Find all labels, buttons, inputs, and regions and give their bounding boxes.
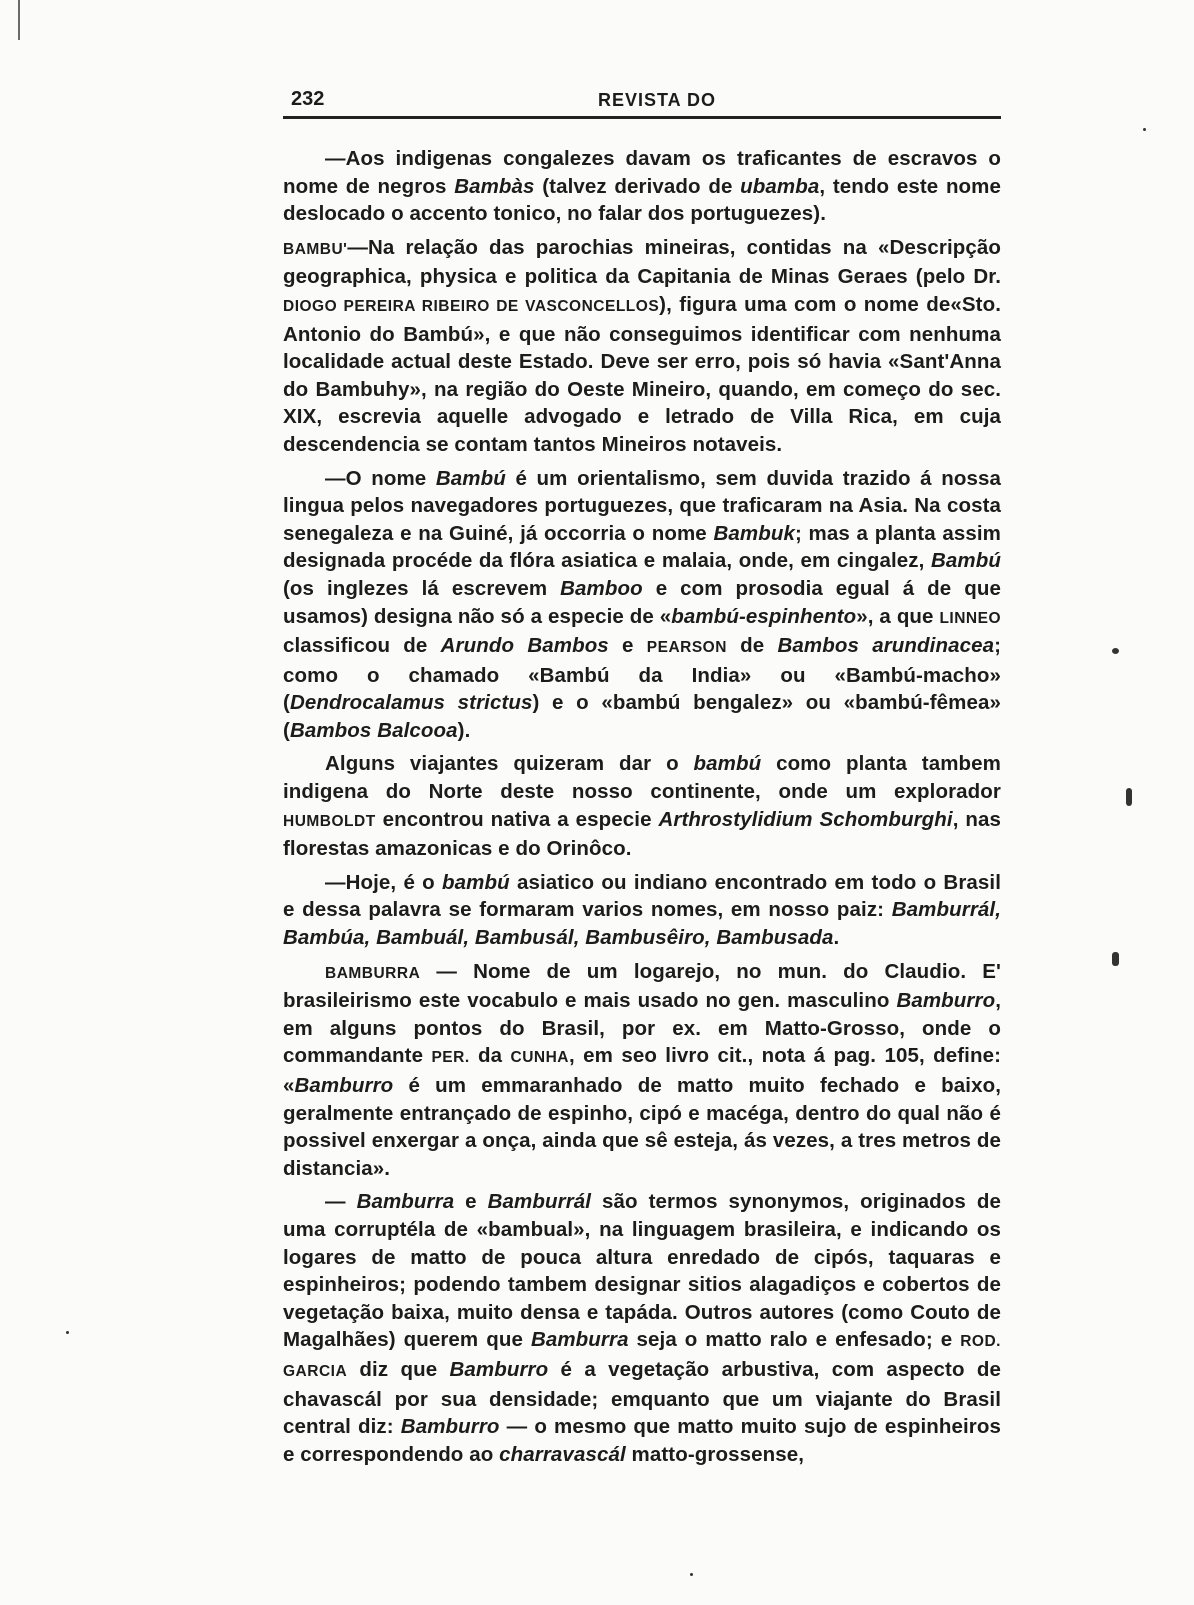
text-run: (os inglezes lá escrevem [283, 576, 561, 600]
italic-term: Arthrostylidium Schomburghi [658, 807, 953, 831]
text-run: e com prosodia egual á de que usamos) designa não só a especie de « [283, 576, 1001, 628]
text-run: —Hoje, é o [325, 870, 443, 894]
small-caps-name: BAMBU' [283, 240, 348, 258]
paragraph-bamburra-synonyms [283, 1188, 1001, 1468]
text-run: — [325, 1190, 357, 1214]
italic-term: Bamburro [449, 1357, 549, 1381]
text-run: », a que [856, 604, 940, 628]
italic-term: Bambos arundinacea [777, 634, 995, 658]
text-run: matto-grossense, [625, 1442, 805, 1466]
italic-term: charravascál [499, 1442, 626, 1466]
text-run: é a vegetação arbustiva, com aspecto de chavascál por sua densidade; emquanto que um viajante do Brasil central diz: [283, 1357, 1001, 1439]
text-run: asiatico ou indiano encontrado em todo o Brasil e dessa palavra se formaram varios nomes, em nosso paiz: [283, 870, 1002, 922]
text-run: é um orientalismo, sem duvida trazido á nossa lingua pelos navegadores portuguezes, que traficaram na Asia. Na costa senegaleza e na Guiné, já occorria o nome [283, 466, 1002, 545]
small-caps-name: PEARSON [646, 639, 727, 657]
paragraph-nome-bambu [283, 465, 1001, 745]
italic-term: Bambú [435, 466, 506, 490]
italic-term: Bambos Balcooa [289, 718, 458, 742]
text-run: Alguns viajantes quizeram dar o [325, 752, 694, 776]
paragraph-hoje [283, 869, 1001, 952]
italic-term: bambú-espinhento [671, 604, 857, 628]
text-run: classificou de [283, 634, 441, 658]
italic-term: Bambàs [454, 174, 535, 198]
text-run: , nas florestas amazonicas e do Orinôco. [283, 807, 1002, 861]
page-header [283, 82, 1001, 119]
text-run: ) e o «bambú bengalez» ou «bambú-fêmea» ( [283, 691, 1001, 742]
text-run: , em seo livro cit., nota á pag. 105, define: « [283, 1044, 1002, 1097]
text-run: . [833, 926, 840, 950]
text-run: da [469, 1044, 511, 1068]
text-run: , tendo este nome deslocado o accento tonico, no falar dos portuguezes). [283, 174, 1002, 226]
italic-term: Bamburro [400, 1415, 500, 1439]
scan-speck [690, 1573, 693, 1576]
italic-term: Bambuk [713, 521, 795, 545]
italic-term: Bambú [931, 549, 1001, 573]
text-run: —Na relação das parochias mineiras, contidas na «Descripção geographica, physica e politica da Capitania de Minas Geraes (pelo Dr. [283, 235, 1001, 289]
scan-speck [1112, 952, 1119, 966]
text-run: seja o matto ralo e enfesado; e [628, 1328, 961, 1352]
text-run: , em alguns pontos do Brasil, por ex. em Matto-Grosso, onde o commandante [283, 989, 1001, 1068]
text-run: são termos synonymos, originados de uma corruptéla de «bambual», na linguagem brasileira, e indicando os logares de matto de pouca altura enredado de cipós, taquaras e espinheiros; podendo tambem designar sitios alagadiços e cobertos de vegetação baixa, muito densa e tapáda. Outros autores (como Couto de Magalhães) querem que [283, 1190, 1001, 1352]
scan-speck [1143, 128, 1146, 131]
text-run: ), figura uma com o nome de«Sto. Antonio do Bambú», e que não conseguimos identificar com nenhuma localidade actual deste Estado. Deve ser erro, pois só havia «Sant'Anna do Bambuhy», na região do Oeste Mineiro, quando, em começo do sec. XIX, escrevia aquelle advogado e letrado de Villa Rica, em cuja descendencia se contam tantos Mineiros notaveis. [283, 292, 1001, 456]
scan-margin-mark [18, 0, 20, 40]
paragraph-alguns-viajantes [283, 750, 1001, 862]
small-caps-name: LINNEO [939, 609, 1002, 627]
small-caps-name: PER. [431, 1049, 470, 1067]
text-run: — Nome de um logarejo, no mun. do Claudio. E' brasileirismo este vocabulo e mais usado no gen. masculino [283, 959, 1001, 1013]
text-run: — o mesmo que matto muito sujo de espinheiros e correspondendo ao [283, 1415, 1001, 1466]
body-text [283, 145, 1001, 1468]
book-page [283, 82, 1001, 1474]
text-run: (talvez derivado de [534, 174, 741, 198]
text-run: ; mas a planta assim designada procéde da flóra asiatica e malaia, onde, em cingalez, [283, 521, 1001, 573]
small-caps-name: CUNHA [510, 1049, 569, 1067]
italic-term: Bamburro [896, 989, 996, 1013]
scan-speck [66, 1331, 69, 1334]
small-caps-name: BAMBURRA [325, 964, 421, 982]
text-run: —Aos indigenas congalezes davam os traficantes de escravos o nome de negros [283, 147, 1001, 198]
paragraph-bamburra-entry [283, 958, 1001, 1183]
text-run: ; como o chamado «Bambú da India» ou «Bambú-macho» ( [283, 634, 1002, 715]
small-caps-name: DIOGO PEREIRA RIBEIRO DE VASCONCELLOS [283, 297, 660, 315]
running-title: REVISTA DO [597, 90, 716, 110]
paragraph-bambu-entry [283, 234, 1001, 459]
paragraph-aos-indigenas [283, 145, 1001, 228]
italic-term: Bamburrál [487, 1190, 592, 1214]
text-run: diz que [347, 1357, 450, 1381]
italic-term: Bamburro [294, 1074, 394, 1097]
italic-term: Dendrocalamus strictus [289, 691, 533, 715]
small-caps-name: ROD. GARCIA [283, 1333, 1001, 1380]
italic-term: Bamburrál, Bambúa, Bambuál, Bambusál, Bambusêiro, Bambusada [283, 898, 1001, 950]
page-number: 232 [291, 88, 325, 110]
italic-term: Bamburra [530, 1328, 629, 1352]
scan-speck [1126, 788, 1132, 806]
italic-term: ubamba [740, 174, 820, 198]
text-run: de [726, 634, 778, 658]
scan-speck [1112, 648, 1119, 654]
text-run: é um emmaranhado de matto muito fechado e baixo, geralmente entrançado de espinho, cipó e macéga, dentro do qual não é possivel enxergar a onça, ainda que sê esteja, ás vezes, a tres metros de distancia». [283, 1074, 1001, 1180]
italic-term: bambú [442, 870, 510, 894]
text-run: encontrou nativa a especie [375, 807, 659, 831]
italic-term: Bamboo [560, 576, 643, 600]
italic-term: bambú [693, 752, 762, 776]
text-run: e [454, 1190, 488, 1214]
small-caps-name: HUMBOLDT [283, 812, 376, 830]
text-run: ). [457, 718, 471, 742]
italic-term: Bamburra [356, 1190, 455, 1214]
text-run: como planta tambem indigena do Norte deste nosso continente, onde um explorador [283, 752, 1001, 804]
text-run: —O nome [325, 466, 436, 490]
italic-term: Arundo Bambos [440, 634, 609, 658]
text-run: e [608, 634, 647, 658]
